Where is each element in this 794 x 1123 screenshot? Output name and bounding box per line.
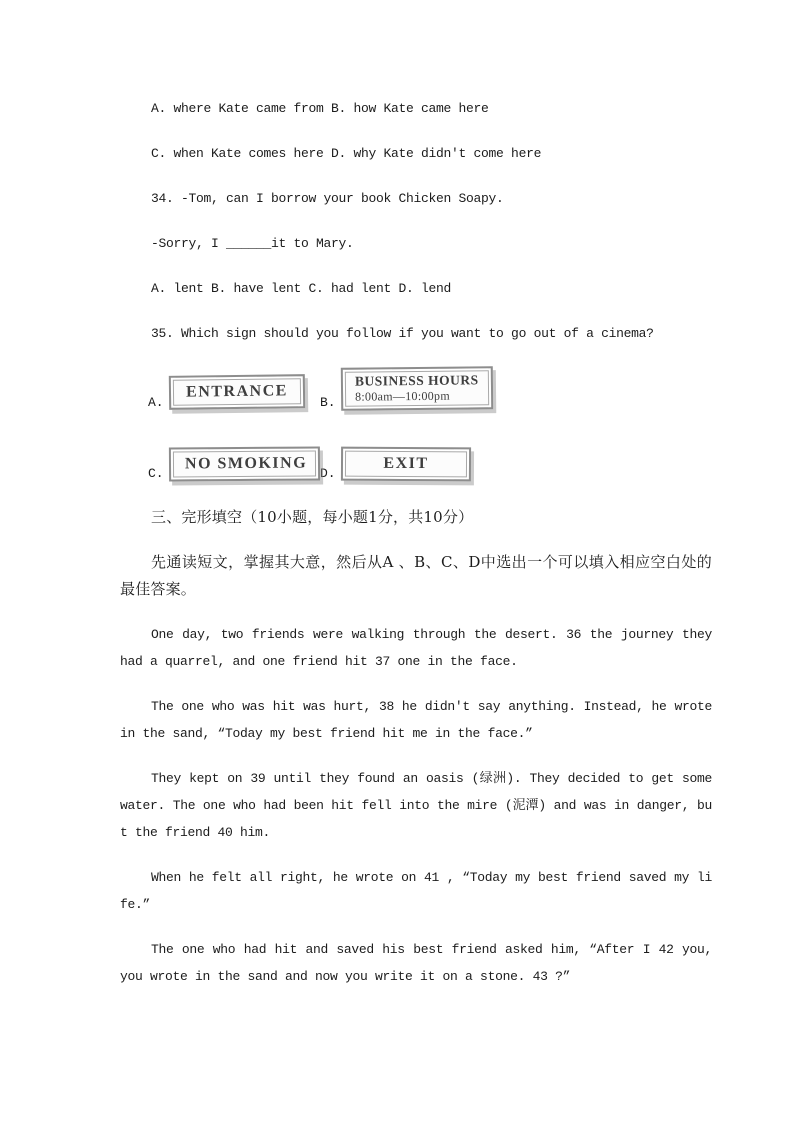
sign-option-b-label: B.: [320, 394, 336, 410]
question-34-reply-with-blank: -Sorry, I ______it to Mary.: [151, 236, 354, 251]
exit-sign-image: [341, 446, 471, 481]
cloze-paragraph-2: The one who was hit was hurt, 38 he didn't say anything. Instead, he wrote in the sand, “Today my best friend hit me in the face.”: [120, 698, 712, 741]
cloze-paragraph-3: They kept on 39 until they found an oasis (绿洲). They decided to get some water. The one who had been hit fell into the mire (泥潭) and was in danger, but the friend 40 him.: [120, 770, 712, 840]
sign-row-1: [148, 367, 712, 410]
cloze-paragraph-5: The one who had hit and saved his best friend asked him, “After I 42 you, you wrote in the sand and now you write it on a stone. 43 ?”: [120, 941, 712, 984]
entrance-sign-text: ENTRANCE: [185, 382, 288, 401]
question-34-prompt: 34. -Tom, can I borrow your book Chicken Soapy.: [151, 191, 504, 206]
sign-option-b: [320, 367, 492, 410]
cloze-paragraph-1: One day, two friends were walking through the desert. 36 the journey they had a quarrel, and one friend hit 37 one in the face.: [120, 626, 712, 669]
cloze-instructions: 先通读短文，掌握其大意，然后从A 、B、C、D中选出一个可以填入相应空白处的最佳答案。: [120, 552, 712, 598]
exit-sign-text: EXIT: [383, 454, 429, 472]
question-33-options-line-2: C. when Kate comes here D. why Kate didn't come here: [151, 146, 542, 161]
business-hours-sign-text: BUSINESS HOURS: [354, 372, 479, 389]
question-35-sign-images: [120, 367, 712, 481]
entrance-sign-image: [168, 374, 304, 410]
sign-option-a-label: A.: [148, 394, 164, 410]
sign-option-d: [320, 447, 471, 481]
cloze-paragraph-4: When he felt all right, he wrote on 41 , “Today my best friend saved my life.”: [120, 869, 712, 912]
sign-option-d-label: D.: [320, 465, 336, 481]
sign-row-2: [148, 447, 712, 481]
sign-option-c: [148, 447, 320, 481]
sign-option-c-label: C.: [148, 465, 164, 481]
question-33-options-line-1: A. where Kate came from B. how Kate came here: [151, 101, 489, 116]
no-smoking-sign-image: [168, 446, 320, 481]
no-smoking-sign-text: NO SMOKING: [184, 454, 307, 472]
business-hours-sign-image: [340, 366, 492, 410]
sign-option-a: [148, 375, 320, 409]
question-34-options: A. lent B. have lent C. had lent D. lend: [151, 281, 452, 296]
cloze-section-title: 三、完形填空（10小题，每小题1分，共10分）: [151, 507, 474, 526]
document-content: [120, 95, 712, 1008]
business-hours-sign-subtext: 8:00am—10:00pm: [354, 388, 450, 404]
question-35-prompt: 35. Which sign should you follow if you want to go out of a cinema?: [151, 326, 654, 341]
